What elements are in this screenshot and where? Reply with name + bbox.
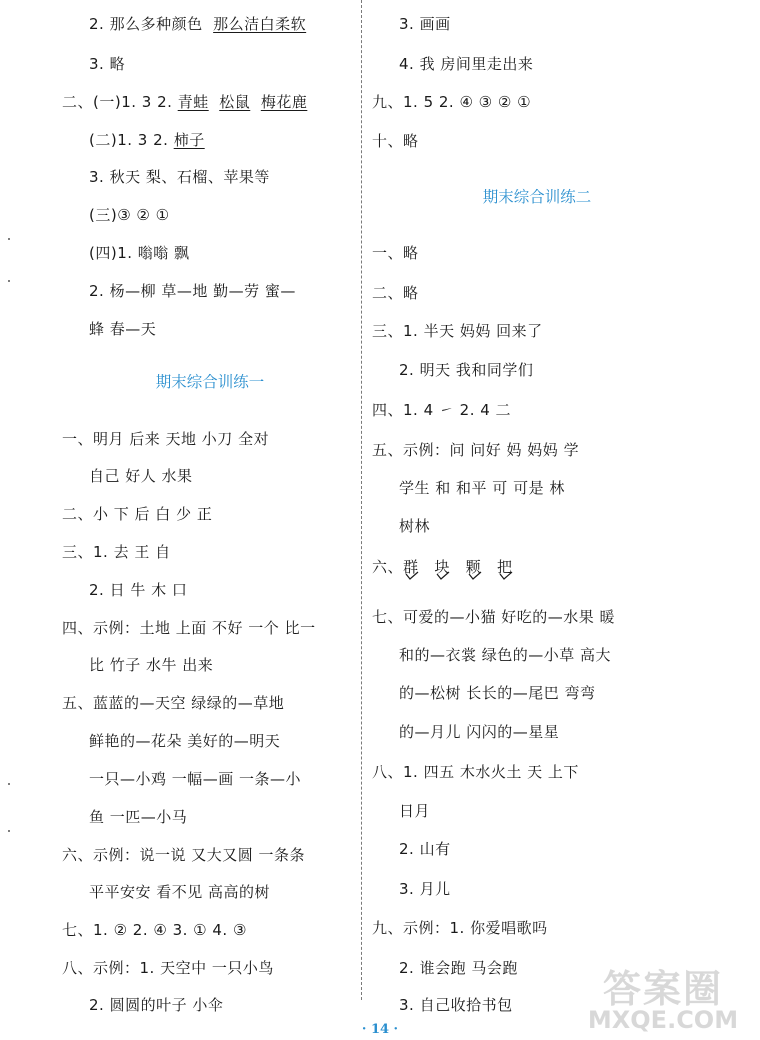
checkmark-icon (468, 571, 482, 581)
answer-line: 的—松树 长长的—尾巴 弯弯 (399, 684, 596, 702)
checked-char: 群 (403, 557, 419, 577)
answer-line: 三、1. 去 王 自 (62, 543, 171, 561)
answer-line: 五、蓝蓝的—天空 绿绿的—草地 (62, 694, 285, 712)
answer-line: 六、示例：说一说 又大又圆 一条条 (62, 846, 306, 864)
answer-line: 2. 杨—柳 草—地 勤—劳 蜜— (89, 282, 296, 300)
answer-line: 十、略 (372, 132, 419, 150)
answer-line: 自己 好人 水果 (89, 467, 193, 485)
answer-line: 鱼 一匹—小马 (89, 808, 188, 826)
answer-line: 3. 画画 (399, 15, 451, 33)
scan-speck (8, 280, 10, 282)
answer-line: 三、1. 半天 妈妈 回来了 (372, 322, 543, 340)
answer-line: 树林 (399, 517, 431, 535)
answer-line: 2. 日 牛 木 口 (89, 581, 188, 599)
answer-line: 二、略 (372, 284, 419, 302)
answer-line: 学生 和 和平 可 可是 林 (399, 479, 565, 497)
answer-line: 蜂 春—天 (89, 320, 157, 338)
answer-line: 一、略 (372, 244, 419, 262)
answer-line: 二、小 下 后 白 少 正 (62, 505, 213, 523)
section-heading: 期末综合训练一 (155, 373, 265, 391)
answer-line: 4. 我 房间里走出来 (399, 55, 534, 73)
checkmark-icon (436, 571, 450, 581)
answer-line: 平平安安 看不见 高高的树 (89, 883, 271, 901)
column-divider (361, 0, 362, 1000)
answer-line: 八、1. 四五 木水火土 天 上下 (372, 763, 579, 781)
answer-line: 3. 自己收拾书包 (399, 996, 513, 1014)
scan-speck (8, 238, 10, 240)
checked-char: 把 (497, 557, 513, 577)
scan-speck (8, 783, 10, 785)
answer-line: 3. 月儿 (399, 880, 451, 898)
answer-line: 四、1. 4 ㇀ 2. 4 二 (372, 401, 512, 419)
checked-char: 块 (434, 557, 450, 577)
answer-line: 六、群 块 颗 把 (372, 557, 513, 577)
answer-line: 七、可爱的—小猫 好吃的—水果 暖 (372, 608, 616, 626)
answer-line: 九、示例：1. 你爱唱歌吗 (372, 919, 548, 937)
answer-line: (四)1. 嗡嗡 飘 (89, 244, 190, 262)
answer-line: 2. 山有 (399, 840, 451, 858)
page-number: · 14 · (361, 1022, 399, 1037)
answer-line: 四、示例：土地 上面 不好 一个 比一 (62, 619, 316, 637)
answer-line: 七、1. ② 2. ④ 3. ① 4. ③ (62, 921, 247, 939)
answer-line: 和的—衣裳 绿色的—小草 高大 (399, 646, 612, 664)
answer-line: 二、(一)1. 3 2. 青蛙 松鼠 梅花鹿 (62, 93, 308, 111)
answer-line: 一、明月 后来 天地 小刀 全对 (62, 430, 270, 448)
answer-line: (二)1. 3 2. 柿子 (89, 131, 205, 149)
checked-char: 颗 (466, 557, 482, 577)
answer-line: 日月 (399, 802, 431, 820)
watermark-logo-text: 答案圈 (602, 967, 723, 1011)
scan-speck (8, 830, 10, 832)
answer-line: 比 竹子 水牛 出来 (89, 656, 214, 674)
answer-line: 2. 那么多种颜色 那么洁白柔软 (89, 15, 307, 33)
answer-line: 2. 明天 我和同学们 (399, 361, 534, 379)
answer-line: 的—月儿 闪闪的—星星 (399, 723, 560, 741)
answer-line: 2. 圆圆的叶子 小伞 (89, 996, 224, 1014)
answer-line: 3. 秋天 梨、石榴、苹果等 (89, 168, 270, 186)
checkmark-icon (405, 571, 419, 581)
watermark-url: MXQE.COM (587, 1006, 739, 1034)
answer-line: 一只—小鸡 一幅—画 一条—小 (89, 770, 302, 788)
watermark (578, 956, 748, 1036)
answer-line: 3. 略 (89, 55, 126, 73)
checkmark-icon (499, 571, 513, 581)
answer-line: 八、示例：1. 天空中 一只小鸟 (62, 959, 274, 977)
answer-line: 鲜艳的—花朵 美好的—明天 (89, 732, 281, 750)
answer-line: 五、示例：问 问好 妈 妈妈 学 (372, 441, 580, 459)
answer-line: (三)③ ② ① (89, 206, 170, 224)
section-heading: 期末综合训练二 (482, 188, 592, 206)
answer-line: 2. 谁会跑 马会跑 (399, 959, 518, 977)
answer-line: 九、1. 5 2. ④ ③ ② ① (372, 93, 532, 111)
